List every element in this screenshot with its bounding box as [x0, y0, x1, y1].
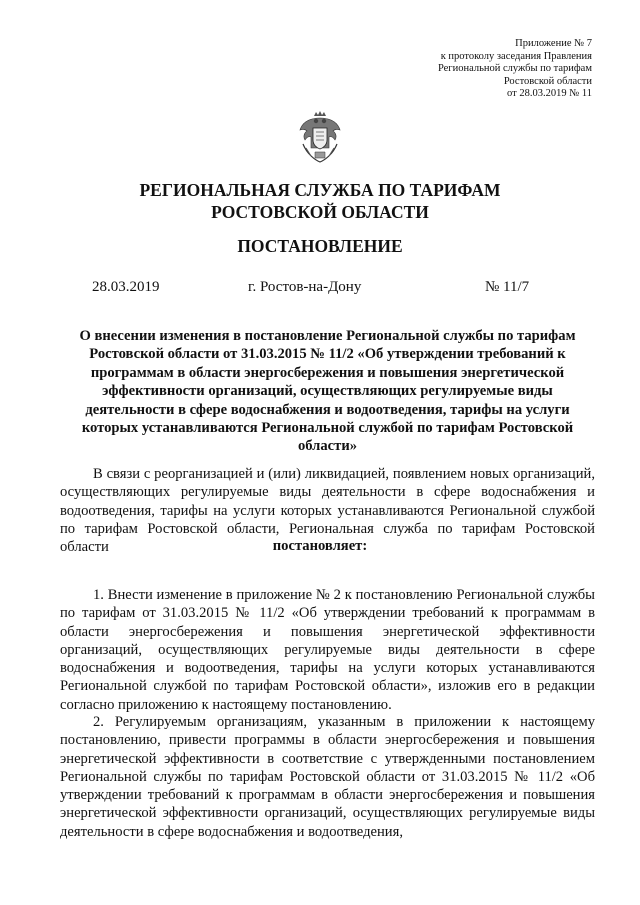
item-2-block [60, 713, 595, 841]
item-paragraph: 2. Регулируемым организациям, указанным в приложении к настоящему постановлению, привести программы в области энергосбережения и повышения энергетической эффективности в соответствие с утвержденными постановлением Региональной службы по тарифам Ростовской области от 31.03.2015 № 11/2 «Об утверждении требований к программам в области энергосбережения и повышения энергетической эффективности организаций, осуществляющих регулируемые виды деятельности в сфере водоснабжения и водоотведения, [60, 714, 595, 840]
document-title: О внесении изменения в постановление Региональной службы по тарифам Ростовской области от 31.03.2015 № 11/2 «Об утверждении требований к программам в области энергосбережения и повышения энергетической эффективности организаций, осуществляющих регулируемые виды деятельности в сфере водоснабжения и водоотведения, тарифы на услуги которых устанавливаются Региональной службой по тарифам Ростовской области» [79, 328, 576, 455]
annex-line: от 28.03.2019 № 11 [507, 88, 592, 100]
annex-block [438, 38, 592, 101]
document-city: г. Ростов-на-Дону [248, 279, 362, 295]
annex-line: к протоколу заседания Правления [440, 50, 592, 62]
item-1-block [60, 586, 595, 714]
organization-name [0, 179, 640, 223]
resolves-heading: постановляет: [272, 538, 368, 554]
item-paragraph: 1. Внести изменение в приложение № 2 к постановлению Региональной службы по тарифам от 31.03.2015 № 11/2 «Об утверждении требований к программам в области энергосбережения и повышения энергетической эффективности организаций, осуществляющих регулируемые виды деятельности в сфере водоснабжения и водоотведения, тарифы на услуги которых устанавливаются Региональной службой по тарифам Ростовской области», изложив его в редакции согласно приложению к настоящему постановлению. [60, 587, 595, 713]
coat-of-arms-icon [297, 110, 343, 164]
document-date: 28.03.2019 [92, 279, 160, 295]
document-number: № 11/7 [485, 279, 530, 295]
organization-line: РОСТОВСКОЙ ОБЛАСТИ [211, 202, 429, 222]
annex-line: Региональной службы по тарифам [437, 63, 592, 75]
organization-line: РЕГИОНАЛЬНАЯ СЛУЖБА ПО ТАРИФАМ [139, 180, 501, 200]
annex-line: Ростовской области [503, 75, 592, 87]
annex-line: Приложение № 7 [515, 38, 592, 49]
preamble-paragraph: В связи с реорганизацией и (или) ликвидацией, появлением новых организаций, осуществляющих регулируемые виды деятельности в сфере водоснабжения и водоотведения, тарифы на услуги которых устанавливаются Региональной службой по тарифам Ростовской области, Региональная служба по тарифам Ростовской области [60, 466, 595, 556]
document-type: ПОСТАНОВЛЕНИЕ [237, 236, 403, 256]
document-meta [0, 279, 640, 299]
